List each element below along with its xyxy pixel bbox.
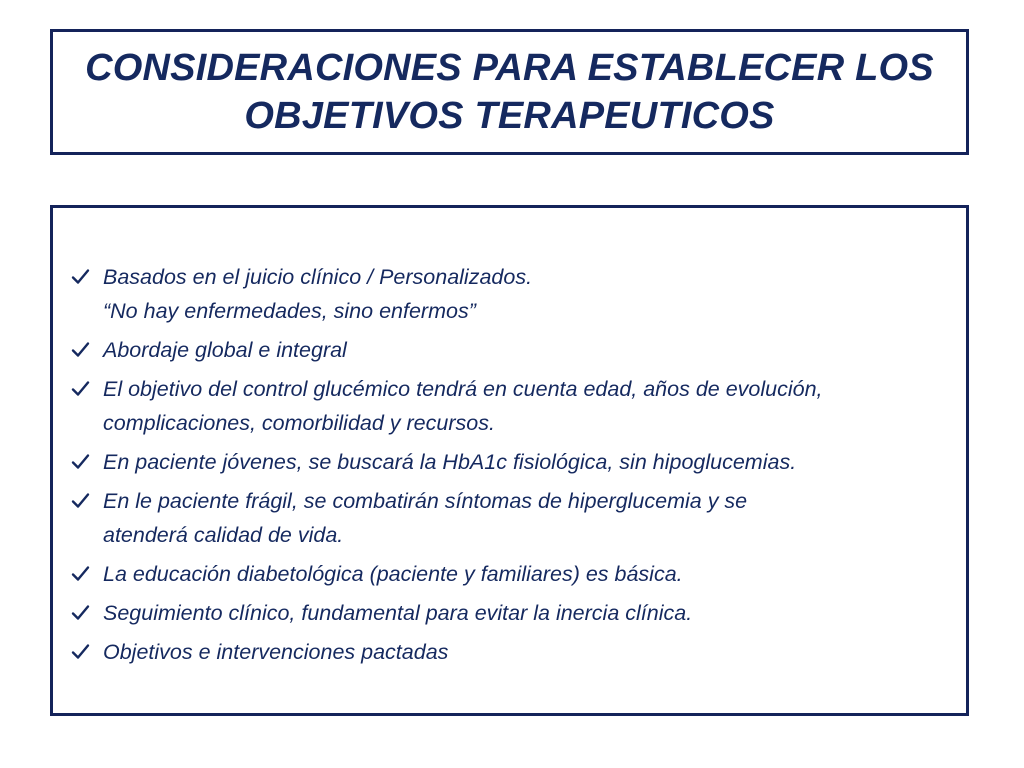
bullet-text-line: complicaciones, comorbilidad y recursos. — [103, 411, 495, 435]
checkmark-icon — [71, 484, 91, 518]
bullet-item — [71, 557, 956, 591]
slide-title-line-2: OBJETIVOS TERAPEUTICOS — [244, 95, 775, 137]
checkmark-icon — [71, 445, 91, 479]
bullet-item — [71, 333, 956, 367]
bullet-item — [71, 260, 956, 294]
content-box — [50, 205, 969, 716]
checkmark-icon — [71, 333, 91, 367]
checkmark-icon — [71, 557, 91, 591]
bullet-text-line: Seguimiento clínico, fundamental para evitar la inercia clínica. — [103, 601, 693, 625]
bullet-text-line: atenderá calidad de vida. — [103, 523, 344, 547]
bullet-subitem — [71, 294, 956, 328]
bullet-text-line: Basados en el juicio clínico / Personalizados. — [103, 265, 533, 289]
bullet-text-line: En le paciente frágil, se combatirán síntomas de hiperglucemia y se — [103, 489, 748, 513]
checkmark-icon — [71, 260, 91, 294]
bullet-text-line: Abordaje global e integral — [103, 338, 347, 362]
bullet-item — [71, 596, 956, 630]
bullet-item — [71, 445, 956, 479]
title-box — [50, 29, 969, 155]
bullet-text-line: El objetivo del control glucémico tendrá en cuenta edad, años de evolución, — [103, 377, 823, 401]
checkmark-icon — [71, 372, 91, 406]
bullet-item — [71, 372, 956, 440]
bullet-item — [71, 484, 956, 552]
checkmark-icon — [71, 596, 91, 630]
checkmark-icon — [71, 635, 91, 669]
bullet-text-line: Objetivos e intervenciones pactadas — [103, 640, 449, 664]
bullet-text-line: La educación diabetológica (paciente y familiares) es básica. — [103, 562, 683, 586]
bullet-item — [71, 635, 956, 669]
slide-title-line-1: CONSIDERACIONES PARA ESTABLECER LOS — [85, 47, 934, 89]
bullet-text-line: En paciente jóvenes, se buscará la HbA1c fisiológica, sin hipoglucemias. — [103, 450, 797, 474]
bullet-list — [71, 260, 956, 674]
quote-text-line: “No hay enfermedades, sino enfermos” — [103, 299, 476, 323]
